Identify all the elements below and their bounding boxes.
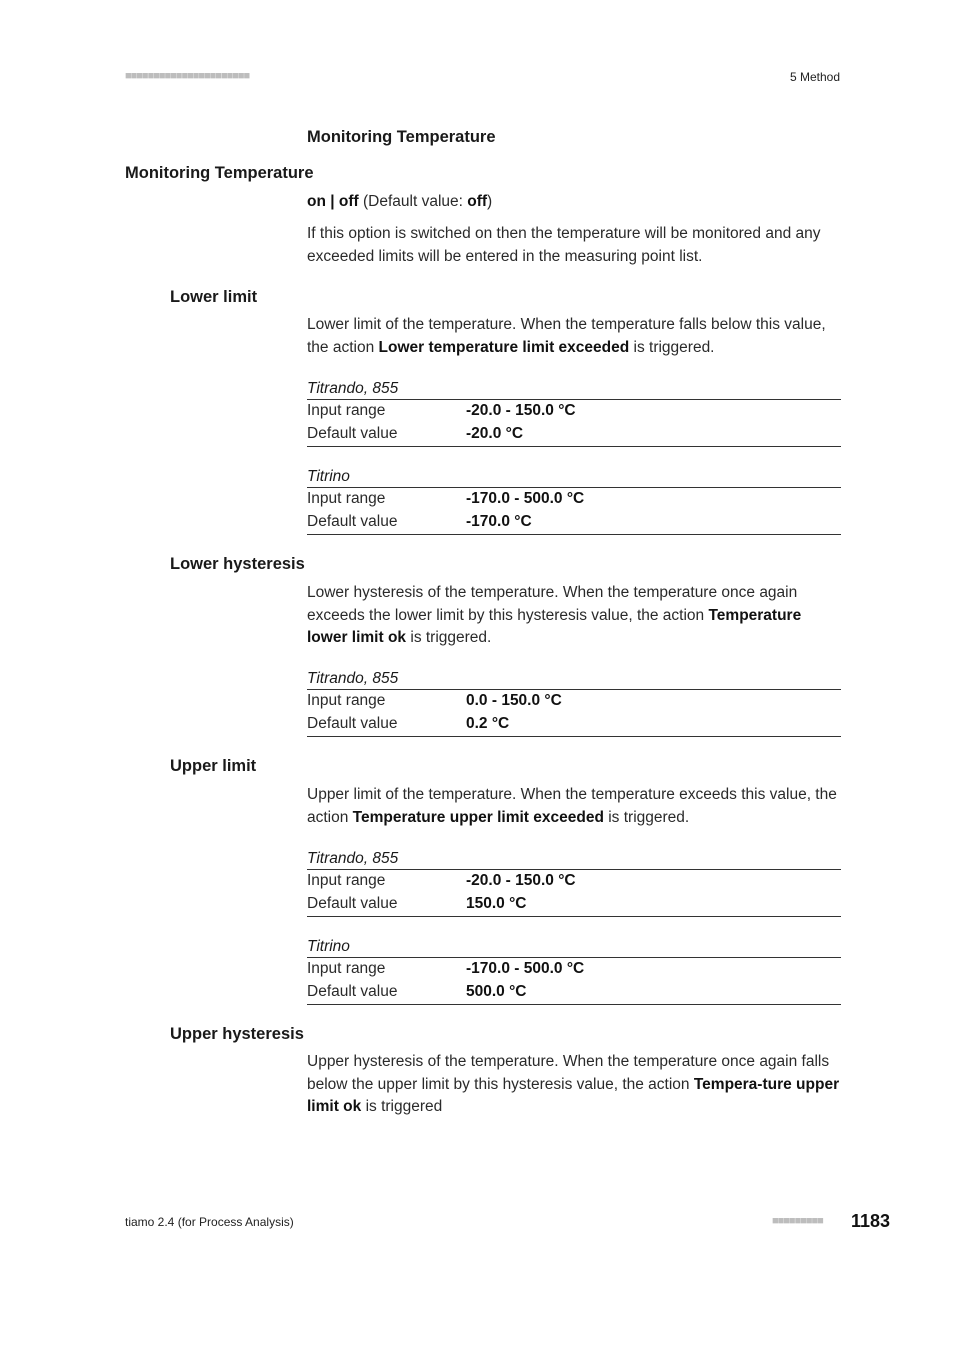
row-value: 0.0 - 150.0 °C [466,692,562,709]
desc-text: is triggered. [603,808,690,826]
row-value: -170.0 - 500.0 °C [466,490,585,507]
upper-limit-table-titrando [307,849,841,917]
param-title: Monitoring Temperature [125,164,314,182]
section-title: Monitoring Temperature [307,128,496,146]
row-value: 500.0 °C [466,982,527,1000]
lower-limit-title: Lower limit [170,288,258,306]
row-value: -20.0 - 150.0 °C [466,872,576,889]
lower-limit-table-titrando [307,379,841,447]
table-rule [307,1004,841,1005]
action-name: Temperature lower limit ok [307,606,802,646]
param-options [307,191,841,214]
chapter-label: 5 Method [789,70,840,84]
row-key: Input range [307,872,386,889]
desc-text: is triggered [361,1098,443,1115]
upper-limit-table-titrino [307,937,841,1005]
row-key: Input range [307,490,386,507]
page-number: 1183 [850,1211,890,1231]
row-value: -20.0 - 150.0 °C [466,402,576,419]
row-key: Default value [307,982,398,1000]
row-key: Default value [307,714,398,732]
param-description: If this option is switched on then the temperature will be monitored and any exceeded limits will be entered in the measuring point list. [307,225,821,265]
upper-hysteresis-description [307,1051,841,1119]
row-value: -170.0 °C [466,512,532,530]
row-value: -170.0 - 500.0 °C [466,960,585,977]
option-values: on | off [307,193,359,210]
row-value: 0.2 °C [466,714,510,732]
default-prefix: (Default value: [358,193,468,210]
table-caption: Titrino [307,467,841,488]
table-row [307,400,841,423]
table-caption: Titrino [307,937,841,958]
upper-hysteresis-title: Upper hysteresis [170,1025,304,1043]
table-row [307,870,841,893]
table-row [307,511,841,534]
row-key: Default value [307,424,398,442]
table-row [307,423,841,446]
desc-text: Upper hysteresis of the temperature. When the temperature once again falls below the upper limit by this hysteresis value, the action [307,1053,830,1093]
row-value: -20.0 °C [466,424,524,442]
desc-text: Lower hysteresis of the temperature. When the temperature once again exceeds the lower limit by this hysteresis value, the action [307,584,798,624]
table-row [307,981,841,1004]
table-row [307,488,841,511]
desc-text: Upper limit of the temperature. When the temperature exceeds this value, the action [307,786,837,826]
action-name: Tempera-ture upper limit ok [307,1075,840,1115]
row-key: Input range [307,402,386,419]
desc-text: Lower limit of the temperature. When the temperature falls below this value, the action [307,316,826,356]
table-rule [307,446,841,447]
action-name: Temperature upper limit exceeded [352,808,604,826]
footer-decoration: ■■■■■■■■■ [772,1215,823,1227]
row-key: Default value [307,894,398,912]
table-row [307,893,841,916]
table-caption: Titrando, 855 [307,849,841,870]
table-caption: Titrando, 855 [307,379,841,400]
table-rule [307,916,841,917]
table-row [307,713,841,736]
table-row [307,958,841,981]
row-key: Input range [307,960,386,977]
row-value: 150.0 °C [466,894,527,912]
lower-limit-description [307,314,841,359]
row-key: Default value [307,512,398,530]
upper-limit-description [307,784,841,829]
lower-hysteresis-table-titrando [307,669,841,737]
table-rule [307,736,841,737]
row-key: Input range [307,692,386,709]
desc-text: is triggered. [406,629,492,646]
lower-hysteresis-title: Lower hysteresis [170,555,305,573]
table-rule [307,534,841,535]
header-decoration: ■■■■■■■■■■■■■■■■■■■■■■ [125,70,250,82]
table-caption: Titrando, 855 [307,669,841,690]
action-name: Lower temperature limit exceeded [378,338,630,356]
lower-limit-table-titrino [307,467,841,535]
desc-text: is triggered. [629,338,715,356]
product-name: tiamo 2.4 (for Process Analysis) [125,1215,294,1229]
table-row [307,690,841,713]
upper-limit-title: Upper limit [170,757,257,775]
lower-hysteresis-description [307,582,841,650]
default-suffix: ) [487,193,493,210]
default-value: off [467,193,488,210]
